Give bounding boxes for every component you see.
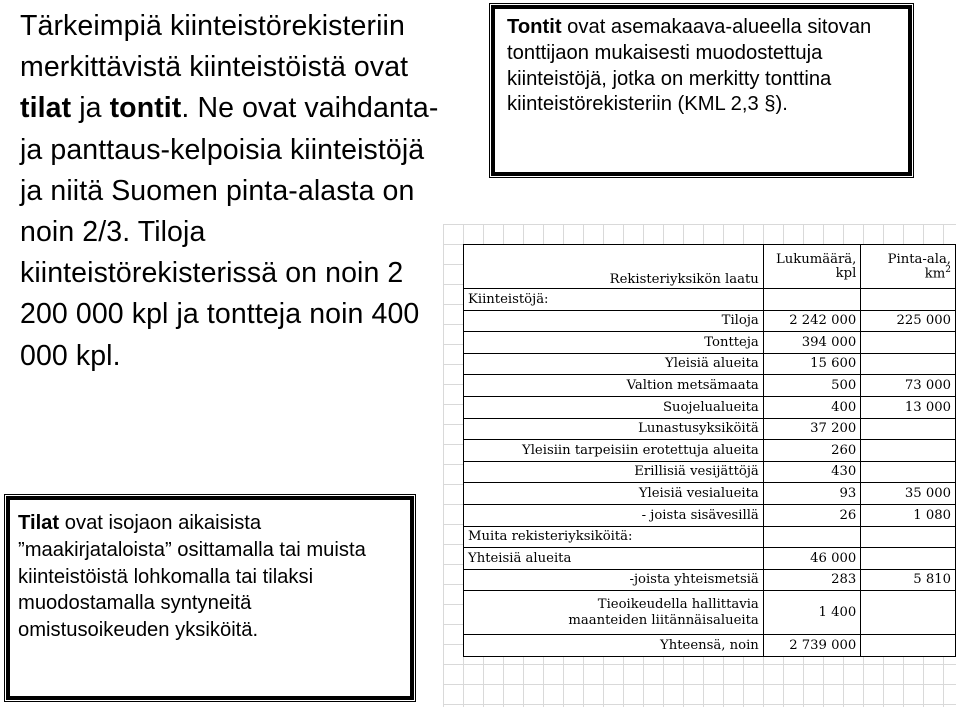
- cell-area: [861, 591, 956, 635]
- main-text-part: . Ne ovat vaihdanta- ja panttaus-kelpoisia kiinteistöjä ja niitä Suomen pinta-alasta on noin 2/3. Tiloja kiinteistörekisterissä on noin 2 200 000 kpl ja tontteja noin 400 000 kpl.: [20, 92, 439, 372]
- table-row: [464, 353, 956, 375]
- table-row: [464, 569, 956, 591]
- cell-count: 394 000: [763, 332, 861, 354]
- tontit-definition-box: [491, 5, 912, 176]
- table-row: [464, 310, 956, 332]
- table-row: [464, 591, 956, 635]
- cell-count: 1 400: [763, 591, 861, 635]
- table-row: [464, 396, 956, 418]
- cell-unit-type-line2: maanteiden liitännäisalueita: [568, 612, 759, 628]
- cell-count: 283: [763, 569, 861, 591]
- table-row: [464, 461, 956, 483]
- header-area-line2: km: [924, 266, 946, 282]
- tontit-definition-text: ovat asemakaava-alueella sitovan tonttijaon mukaisesti muodostettuja kiinteistöjä, jotka on merkitty tonttina kiinteistörekisteriin (KML 2,3 §).: [507, 16, 872, 116]
- cell-total-area: [861, 635, 956, 657]
- cell-count: [763, 526, 861, 548]
- cell-unit-type: - joista sisävesillä: [464, 504, 764, 526]
- cell-count: 430: [763, 461, 861, 483]
- table-row: [464, 526, 956, 548]
- header-area-line1: Pinta-ala,: [887, 251, 951, 267]
- table-row: [464, 483, 956, 505]
- cell-area: [861, 289, 956, 311]
- tilat-definition-box: [6, 496, 414, 700]
- cell-area: [861, 332, 956, 354]
- cell-count: 260: [763, 440, 861, 462]
- cell-unit-type: [464, 591, 764, 635]
- cell-area: 73 000: [861, 375, 956, 397]
- cell-unit-type: Tiloja: [464, 310, 764, 332]
- cell-area: [861, 418, 956, 440]
- cell-area: [861, 526, 956, 548]
- header-count: [763, 245, 861, 289]
- cell-unit-type: Tontteja: [464, 332, 764, 354]
- cell-area: 1 080: [861, 504, 956, 526]
- table-row: [464, 375, 956, 397]
- cell-unit-type: Yleisiä alueita: [464, 353, 764, 375]
- cell-total-count: 2 739 000: [763, 635, 861, 657]
- statistics-sheet: [443, 224, 956, 707]
- tontit-term: Tontit: [507, 16, 562, 38]
- cell-area: [861, 353, 956, 375]
- header-count-line2: kpl: [835, 265, 857, 281]
- main-paragraph: [20, 6, 450, 377]
- table-row: [464, 418, 956, 440]
- cell-unit-type: Erillisiä vesijättöjä: [464, 461, 764, 483]
- cell-area: 35 000: [861, 483, 956, 505]
- cell-unit-type: Muita rekisteriyksiköitä:: [464, 526, 764, 548]
- tilat-definition-text: ovat isojaon aikaisista ”maakirjataloista” osittamalla tai muista kiinteistöistä lohkomalla tai tilaksi muodostamalla syntyneitä omistusoikeuden yksiköitä.: [18, 512, 366, 642]
- header-area-sup: 2: [945, 264, 951, 275]
- cell-unit-type: Yleisiä vesialueita: [464, 483, 764, 505]
- cell-unit-type: Suojelualueita: [464, 396, 764, 418]
- cell-area: 5 810: [861, 569, 956, 591]
- header-area: [861, 245, 956, 289]
- cell-count: [763, 289, 861, 311]
- tilat-term: Tilat: [18, 512, 60, 534]
- cell-area: 13 000: [861, 396, 956, 418]
- cell-count: 37 200: [763, 418, 861, 440]
- main-text-part: Tärkeimpiä kiinteistörekisteriin merkittävistä kiinteistöistä ovat: [20, 10, 409, 84]
- cell-unit-type: Valtion metsämaata: [464, 375, 764, 397]
- cell-area: [861, 548, 956, 570]
- cell-count: 400: [763, 396, 861, 418]
- table-row: [464, 548, 956, 570]
- main-text-bold-tilat: tilat: [20, 92, 72, 125]
- table-header-row: [464, 245, 956, 289]
- table-row: [464, 440, 956, 462]
- cell-total-label: Yhteensä, noin: [464, 635, 764, 657]
- cell-unit-type: Lunastusyksiköitä: [464, 418, 764, 440]
- cell-unit-type: Yhteisiä alueita: [464, 548, 764, 570]
- cell-unit-type: Yleisiin tarpeisiin erotettuja alueita: [464, 440, 764, 462]
- cell-count: 93: [763, 483, 861, 505]
- header-unit-type: Rekisteriyksikön laatu: [464, 245, 764, 289]
- header-count-line1: Lukumäärä,: [775, 252, 857, 268]
- cell-area: [861, 440, 956, 462]
- cell-count: 15 600: [763, 353, 861, 375]
- cell-unit-type-line1: Tieoikeudella hallittavia: [597, 596, 759, 612]
- main-text-bold-tontit: tontit: [109, 92, 182, 125]
- property-unit-table: [463, 244, 956, 657]
- table-row: [464, 289, 956, 311]
- cell-unit-type: Kiinteistöjä:: [464, 289, 764, 311]
- cell-count: 26: [763, 504, 861, 526]
- main-text-part: ja: [71, 92, 110, 125]
- table-row: [464, 504, 956, 526]
- table-row: [464, 332, 956, 354]
- cell-unit-type: -joista yhteismetsiä: [464, 569, 764, 591]
- cell-count: 500: [763, 375, 861, 397]
- cell-area: [861, 461, 956, 483]
- cell-area: 225 000: [861, 310, 956, 332]
- cell-count: 46 000: [763, 548, 861, 570]
- cell-count: 2 242 000: [763, 310, 861, 332]
- table-total-row: [464, 635, 956, 657]
